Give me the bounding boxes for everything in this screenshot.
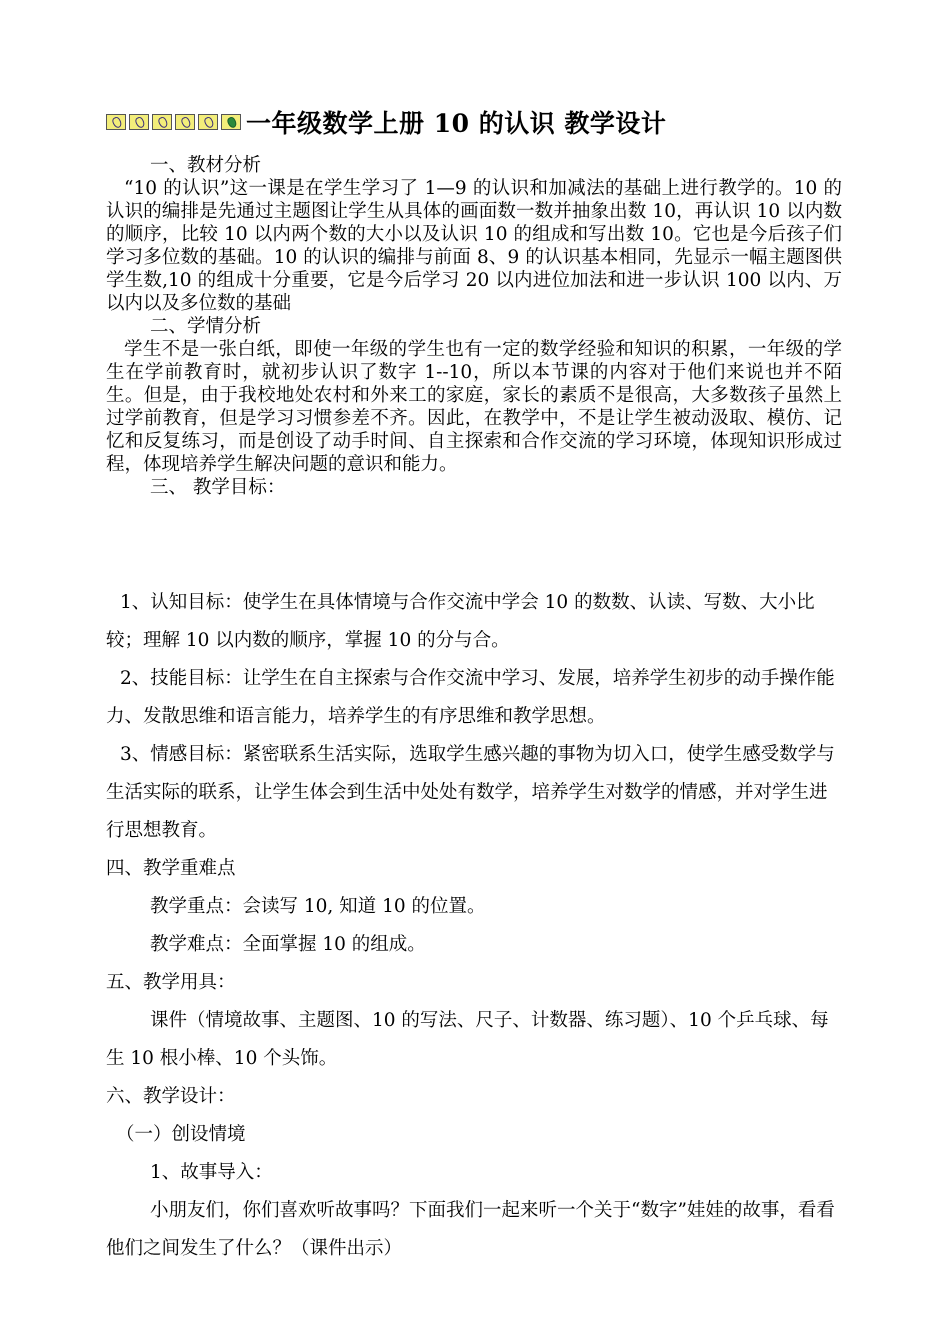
key-point: 教学重点：会读写 10, 知道 10 的位置。 [150, 896, 486, 917]
pencil-icon [106, 114, 126, 130]
list-item: 1、故事导入： [150, 1162, 273, 1183]
section-textbook-analysis [106, 154, 842, 499]
section-heading: 四、教学重难点 [106, 858, 236, 879]
section-heading: 三、 教学目标： [150, 477, 286, 498]
section-goals-and-design [106, 584, 842, 1268]
section-heading: 六、教学设计： [106, 1086, 236, 1107]
pencil-icon [129, 114, 149, 130]
section-heading: 一、教材分析 [150, 155, 262, 176]
section-heading: 二、学情分析 [150, 316, 262, 337]
page-title: 一年级数学上册 10 的认识 教学设计 [246, 109, 667, 138]
difficulty-point: 教学难点：全面掌握 10 的组成。 [150, 934, 426, 955]
subsection-heading: （一）创设情境 [116, 1124, 246, 1145]
goal-item: 2、技能目标：让学生在自主探索与合作交流中学习、发展，培养学生初步的动手操作能力、发散思维和语言能力，培养学生的有序思维和教学思想。 [106, 668, 835, 727]
pencil-icon [152, 114, 172, 130]
section-heading: 五、教学用具： [106, 972, 236, 993]
pencil-icon [198, 114, 218, 130]
paragraph: “10 的认识”这一课是在学生学习了 1—9 的认识和加减法的基础上进行教学的。10 的认识的编排是先通过主题图让学生从具体的画面数一数并抽象出数 10，再认识 10 以内数的顺序，比较 10 以内两个数的大小以及认识 10 的组成和写出数 10。它也是今后孩子们学习多位数的基础。10 的认识的编排与前面 8、9 的认识基本相同，先显示一幅主题图供学生数,10 的组成十分重要，它是今后学习 20 以内进位加法和进一步认识 100 以内、万以内以及多位数的基础 [106, 178, 842, 314]
pencil-icon [175, 114, 195, 130]
paragraph: 学生不是一张白纸，即使一年级的学生也有一定的数学经验和知识的积累，一年级的学生在学前教育时，就初步认识了数字 1--10，所以本节课的内容对于他们来说也并不陌生。但是，由于我校地处农村和外来工的家庭，家长的素质不是很高，大多数孩子虽然上过学前教育，但是学习习惯参差不齐。因此，在教学中，不是让学生被动汲取、模仿、记忆和反复练习，而是创设了动手时间、自主探索和合作交流的学习环境，体现知识形成过程，体现培养学生解决问题的意识和能力。 [106, 339, 842, 475]
title-row [106, 104, 666, 140]
pencil-icon [221, 114, 241, 130]
paragraph: 课件（情境故事、主题图、10 的写法、尺子、计数器、练习题）、10 个乒乓球、每生 10 根小棒、10 个头饰。 [106, 1010, 829, 1069]
paragraph: 小朋友们，你们喜欢听故事吗？下面我们一起来听一个关于“数字”娃娃的故事，看看他们之间发生了什么？（课件出示） [106, 1200, 835, 1259]
title-decoration [106, 114, 244, 130]
goal-item: 3、情感目标：紧密联系生活实际，选取学生感兴趣的事物为切入口，使学生感受数学与生活实际的联系，让学生体会到生活中处处有数学，培养学生对数学的情感，并对学生进行思想教育。 [106, 744, 835, 841]
goal-item: 1、认知目标：使学生在具体情境与合作交流中学会 10 的数数、认读、写数、大小比较；理解 10 以内数的顺序，掌握 10 的分与合。 [106, 592, 815, 651]
